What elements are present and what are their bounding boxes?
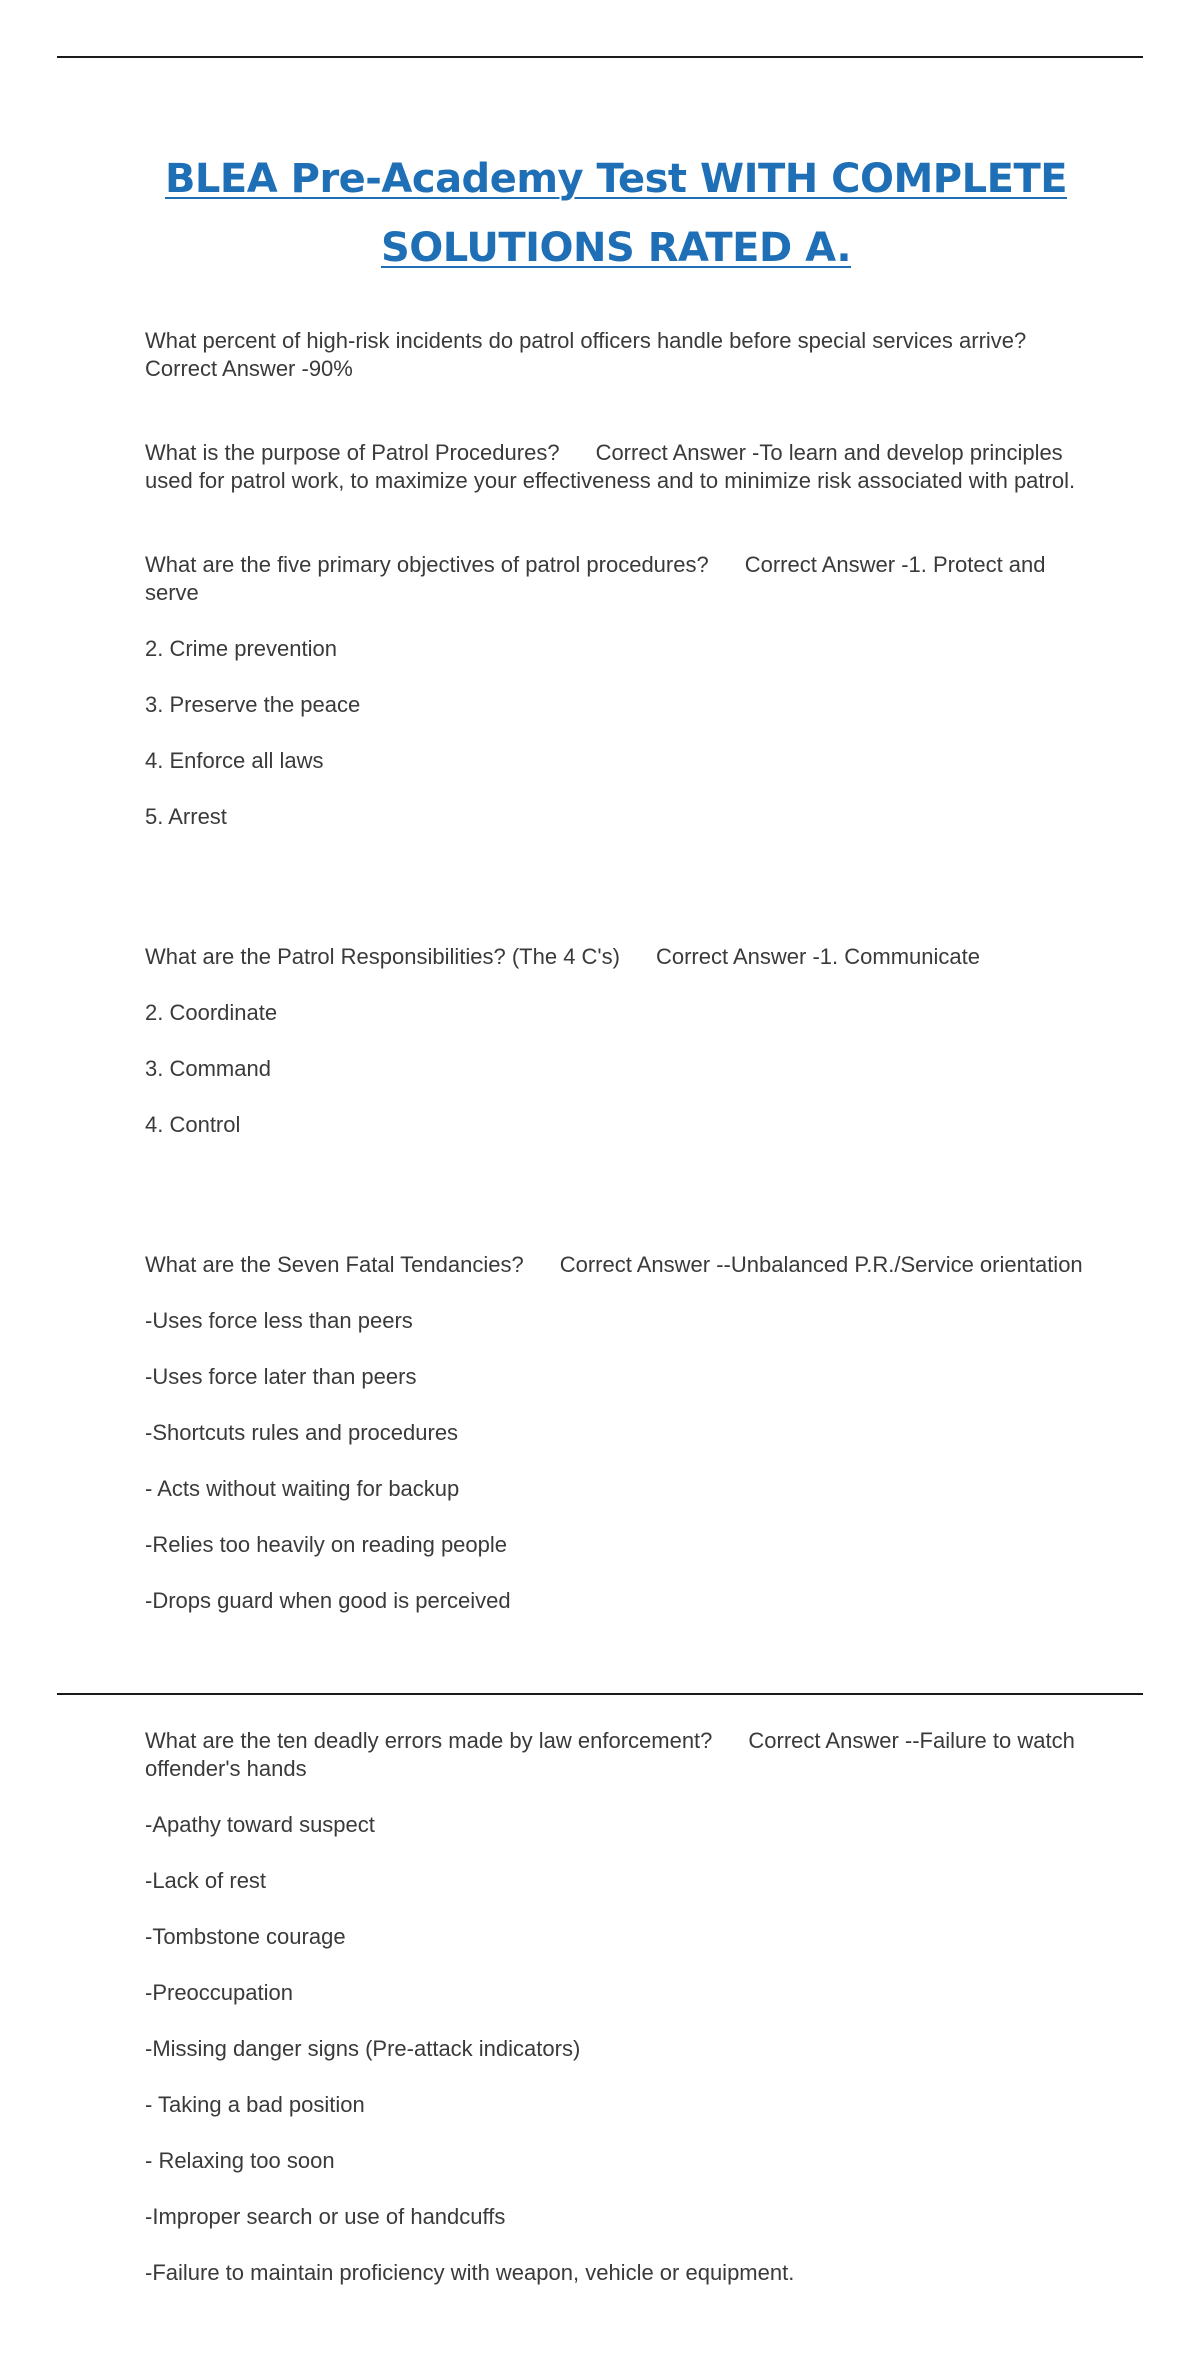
answer-line: -Lack of rest: [145, 1868, 267, 1893]
answer-line: - Taking a bad position: [145, 2092, 365, 2117]
question-text: What percent of high-risk incidents do patrol officers handle before special services arrive?: [145, 328, 1027, 353]
question-text: What is the purpose of Patrol Procedures?: [145, 440, 560, 465]
answer-line: 2. Crime prevention: [145, 636, 337, 661]
qa-item-3: [145, 523, 1090, 887]
question-text: What are the Patrol Responsibilities? (The 4 C's): [145, 944, 620, 969]
answer-line: -Improper search or use of handcuffs: [145, 2204, 506, 2229]
answer-line: - Acts without waiting for backup: [145, 1476, 460, 1501]
answer-line: 4. Control: [145, 1112, 241, 1137]
answer-line: -Uses force less than peers: [145, 1308, 413, 1333]
qa-item-1: [145, 299, 1090, 383]
question-text: What are the five primary objectives of patrol procedures?: [145, 552, 709, 577]
answer-line: 3. Command: [145, 1056, 271, 1081]
title-line-2: SOLUTIONS RATED A.: [380, 225, 852, 271]
document-title: [0, 145, 1200, 283]
question-text: What are the ten deadly errors made by law enforcement?: [145, 1728, 713, 1753]
header-rule: [57, 56, 1143, 58]
qa-item-4: [145, 915, 1090, 1195]
answer-text: Correct Answer -90%: [145, 356, 353, 381]
answer-line: -Tombstone courage: [145, 1924, 346, 1949]
answer-text: Correct Answer -1. Protect and serve: [145, 552, 1046, 605]
answer-line: 5. Arrest: [145, 804, 227, 829]
answer-line: -Preoccupation: [145, 1980, 293, 2005]
footer-rule: [57, 1693, 1143, 1695]
answer-line: -Drops guard when good is perceived: [145, 1588, 511, 1613]
answer-line: - Relaxing too soon: [145, 2148, 335, 2173]
question-text: What are the Seven Fatal Tendancies?: [145, 1252, 524, 1277]
qa-list: [145, 299, 1090, 2371]
answer-line: -Failure to maintain proficiency with weapon, vehicle or equipment.: [145, 2260, 795, 2285]
answer-text: Correct Answer -1. Communicate: [655, 944, 980, 969]
qa-item-5: [145, 1223, 1090, 1671]
qa-item-6: [145, 1699, 1090, 2343]
answer-line: -Shortcuts rules and procedures: [145, 1420, 459, 1445]
answer-line: -Uses force later than peers: [145, 1364, 417, 1389]
qa-item-2: [145, 411, 1090, 495]
title-line-1: BLEA Pre-Academy Test WITH COMPLETE: [164, 156, 1068, 202]
answer-line: -Apathy toward suspect: [145, 1812, 375, 1837]
answer-line: 2. Coordinate: [145, 1000, 278, 1025]
answer-text: Correct Answer -To learn and develop principles used for patrol work, to maximize your effectiveness and to minimize risk associated with patrol.: [145, 440, 1076, 493]
answer-text: Correct Answer --Failure to watch offender's hands: [145, 1728, 1075, 1781]
answer-line: 3. Preserve the peace: [145, 692, 361, 717]
answer-text: Correct Answer --Unbalanced P.R./Service orientation: [559, 1252, 1083, 1277]
answer-line: -Missing danger signs (Pre-attack indicators): [145, 2036, 581, 2061]
answer-line: -Relies too heavily on reading people: [145, 1532, 508, 1557]
answer-line: 4. Enforce all laws: [145, 748, 324, 773]
